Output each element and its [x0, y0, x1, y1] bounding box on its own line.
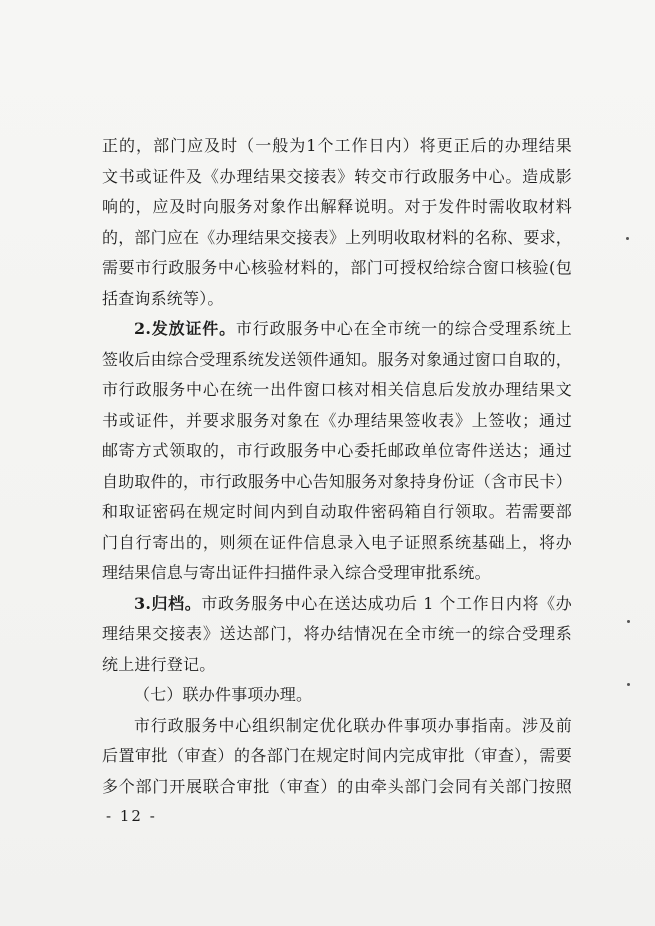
text-line — [102, 162, 572, 193]
line-text: 签收后由综合受理系统发送领件通知。服务对象通过窗口自取的， — [102, 349, 572, 369]
line-text: 自助取件的，市行政服务中心告知服务对象持身份证（含市民卡） — [102, 471, 572, 491]
text-line — [102, 711, 572, 742]
line-text: 括查询系统等）。 — [102, 288, 224, 308]
scan-speck-right-3 — [627, 683, 630, 686]
text-line — [102, 558, 572, 589]
text-line — [102, 131, 572, 162]
line-text: 正的，部门应及时（一般为1个工作日内）将更正后的办理结果 — [102, 136, 572, 155]
text-line — [102, 284, 572, 315]
section-heading: 3.归档。 — [134, 593, 202, 613]
document-body — [102, 131, 572, 802]
text-line — [102, 436, 572, 467]
text-line — [102, 497, 572, 528]
line-text: 市行政服务中心在统一出件窗口核对相关信息后发放办理结果文 — [102, 380, 572, 399]
line-text: 门自行寄出的，则须在证件信息录入电子证照系统基础上，将办 — [102, 532, 572, 552]
section-heading: 2.发放证件。 — [134, 319, 236, 338]
page-number: - 12 - — [106, 807, 157, 825]
line-text: 市政务服务中心在送达成功后 1 个工作日内将《办 — [201, 593, 572, 613]
line-text: 响的，应及时向服务对象作出解释说明。对于发件时需收取材料 — [102, 197, 572, 216]
text-line — [102, 589, 572, 620]
text-line — [102, 467, 572, 498]
scan-speck-right-1 — [626, 237, 629, 240]
line-text: 理结果信息与寄出证件扫描件录入综合受理审批系统。 — [102, 563, 491, 582]
line-text: 后置审批（审查）的各部门在规定时间内完成审批（审查），需要 — [102, 746, 572, 765]
line-text: 书或证件，并要求服务对象在《办理结果签收表》上签收；通过 — [102, 410, 572, 430]
line-text: 市行政服务中心组织制定优化联办件事项办事指南。涉及前 — [134, 715, 572, 735]
text-line — [102, 772, 572, 803]
text-line — [102, 375, 572, 406]
line-text: 理结果交接表》送达部门，将办结情况在全市统一的综合受理系 — [102, 624, 572, 643]
text-line — [102, 650, 572, 681]
text-line — [102, 680, 572, 711]
line-text: 文书或证件及《办理结果交接表》转交市行政服务中心。造成影 — [102, 166, 572, 186]
text-line — [102, 741, 572, 772]
line-text: 市行政服务中心在全市统一的综合受理系统上 — [235, 319, 572, 338]
scan-speck-right-2 — [627, 620, 630, 623]
line-text: （七）联办件事项办理。 — [134, 685, 313, 704]
text-line — [102, 528, 572, 559]
text-line — [102, 345, 572, 376]
line-text: 多个部门开展联合审批（审查）的由牵头部门会同有关部门按照 — [102, 776, 572, 796]
text-line — [102, 314, 572, 345]
text-line — [102, 192, 572, 223]
line-text: 需要市行政服务中心核验材料的，部门可授权给综合窗口核验(包 — [102, 258, 572, 277]
line-text: 统上进行登记。 — [102, 654, 216, 674]
line-text: 和取证密码在规定时间内到自动取件密码箱自行领取。若需要部 — [102, 502, 572, 521]
text-line — [102, 223, 572, 254]
line-text: 邮寄方式领取的，市行政服务中心委托邮政单位寄件送达；通过 — [102, 441, 572, 460]
text-line — [102, 619, 572, 650]
text-line — [102, 253, 572, 284]
text-line — [102, 406, 572, 437]
line-text: 的，部门应在《办理结果交接表》上列明收取材料的名称、要求， — [102, 227, 572, 247]
